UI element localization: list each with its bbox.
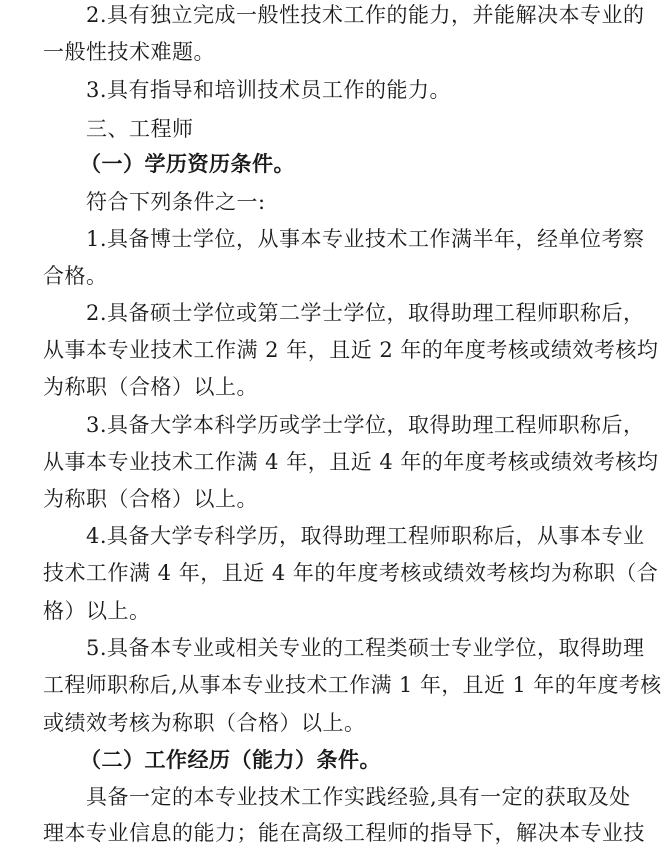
paragraph-line: 4.具备大学专科学历，取得助理工程师职称后，从事本专业: [86, 524, 645, 548]
paragraph-line: 为称职（合格）以上。: [43, 375, 258, 399]
paragraph-line: 符合下列条件之一:: [86, 190, 266, 214]
paragraph-line: 1.具备博士学位，从事本专业技术工作满半年，经单位考察: [86, 227, 645, 251]
subsection-heading: （二）工作经历（能力）条件。: [80, 748, 381, 772]
paragraph-line: 合格。: [43, 264, 108, 288]
paragraph-line: 格）以上。: [43, 599, 151, 623]
paragraph-line: 3.具备大学本科学历或学士学位，取得助理工程师职称后，: [86, 413, 645, 437]
paragraph-line: 具备一定的本专业技术工作实践经验,具有一定的获取及处: [86, 785, 631, 809]
paragraph-line: 5.具备本专业或相关专业的工程类硕士专业学位，取得助理: [86, 636, 645, 660]
paragraph-line: 一般性技术难题。: [43, 40, 215, 64]
paragraph-line: 2.具有独立完成一般性技术工作的能力，并能解决本专业的: [86, 3, 645, 27]
subsection-heading: （一）学历资历条件。: [80, 152, 295, 176]
paragraph-line: 从事本专业技术工作满 2 年，且近 2 年的年度考核或绩效考核均: [43, 338, 659, 362]
section-heading: 三、工程师: [86, 117, 194, 141]
paragraph-line: 从事本专业技术工作满 4 年，且近 4 年的年度考核或绩效考核均: [43, 450, 659, 474]
paragraph-line: 为称职（合格）以上。: [43, 487, 258, 511]
paragraph-line: 技术工作满 4 年，且近 4 年的年度考核或绩效考核均为称职（合: [43, 561, 659, 585]
paragraph-line: 理本专业信息的能力；能在高级工程师的指导下，解决本专业技: [43, 821, 645, 845]
paragraph-line: 工程师职称后,从事本专业技术工作满 1 年，且近 1 年的年度考核: [43, 673, 662, 697]
paragraph-line: 或绩效考核为称职（合格）以上。: [43, 711, 366, 735]
paragraph-line: 2.具备硕士学位或第二学士学位，取得助理工程师职称后，: [86, 301, 645, 325]
paragraph-line: 3.具有指导和培训技术员工作的能力。: [86, 78, 452, 102]
